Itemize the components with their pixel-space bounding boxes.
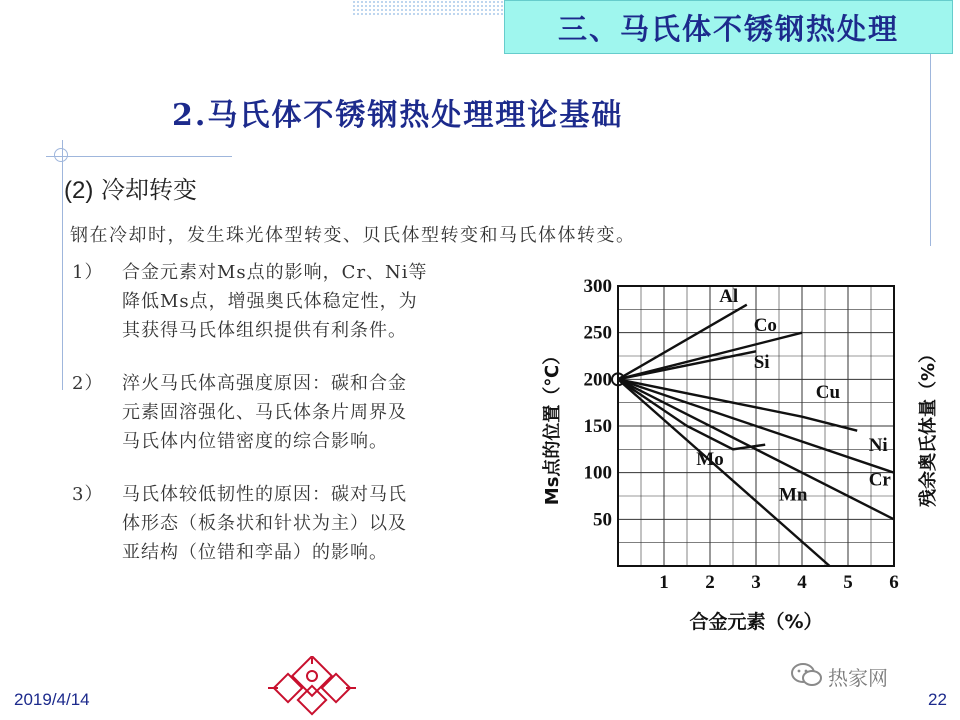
page-number: 22 [928,690,947,709]
list-item [72,258,524,345]
watermark-text: 热家网 [828,666,888,690]
y-tick-label: 200 [583,369,612,391]
wechat-icon [790,662,824,688]
x-tick-label: 3 [751,572,761,593]
list-marker: 1） [72,262,104,283]
ms-point-chart [534,268,954,648]
list-item-line: 体形态（板条状和针状为主）以及 [122,513,407,534]
series-line-al [618,305,747,380]
y-axis-label-right: 残余奥氏体量（%） [918,344,939,508]
y-tick-label: 300 [583,276,612,297]
subheading-text: 冷却转变 [93,176,197,204]
series-label-mn: Mn [779,484,808,506]
logo [264,656,360,716]
list-item-line: 亚结构（位错和孪晶）的影响。 [122,542,388,563]
footer-date: 2019/4/14 [14,690,90,709]
series-label-ni: Ni [868,435,888,457]
y-tick-label: 100 [583,462,612,484]
crosshair-icon [54,148,68,162]
x-tick-label: 1 [659,572,669,593]
list-item-line: 马氏体内位错密度的综合影响。 [122,431,388,452]
series-label-si: Si [753,352,770,374]
list-marker: 2） [72,373,104,394]
y-axis-label: Ms点的位置（℃） [542,346,563,506]
list-item [72,369,524,456]
y-tick-label: 250 [583,322,612,344]
slide-heading: 2.马氏体不锈钢热处理理论基础 [172,98,624,133]
list-item-line: 降低Ms点，增强奥氏体稳定性，为 [122,291,418,312]
x-tick-label: 2 [705,572,715,593]
x-tick-label: 6 [889,572,899,593]
subheading [64,170,197,205]
list-item-line: 元素固溶强化、马氏体条片周界及 [122,402,407,423]
intro-text: 钢在冷却时，发生珠光体型转变、贝氏体型转变和马氏体体转变。 [70,225,636,246]
decorative-line-left [62,140,63,390]
list-item-line: 马氏体较低韧性的原因：碳对马氏 [122,484,407,505]
decorative-line-horizontal [46,156,232,157]
series-label-cu: Cu [815,382,841,403]
y-tick-label: 50 [593,509,612,531]
x-axis-label: 合金元素（%） [689,611,823,633]
x-tick-label: 5 [843,572,853,593]
list-item [72,480,524,567]
series-label-mo: Mo [696,449,724,471]
list-item-line: 其获得马氏体组织提供有利条件。 [122,320,407,341]
series-label-co: Co [753,314,777,336]
subheading-number: (2) [64,177,94,204]
y-tick-label: 150 [583,416,612,437]
list-marker: 3） [72,484,104,505]
x-tick-label: 4 [797,572,807,593]
dotted-pattern [352,0,504,16]
series-label-cr: Cr [868,469,891,491]
section-title: 三、马氏体不锈钢热处理 [504,0,953,54]
decorative-line-right [930,54,931,246]
series-label-al: Al [719,285,739,307]
list-item-line: 淬火马氏体高强度原因：碳和合金 [122,373,407,394]
list-item-line: 合金元素对Ms点的影响，Cr、Ni等 [122,262,428,283]
